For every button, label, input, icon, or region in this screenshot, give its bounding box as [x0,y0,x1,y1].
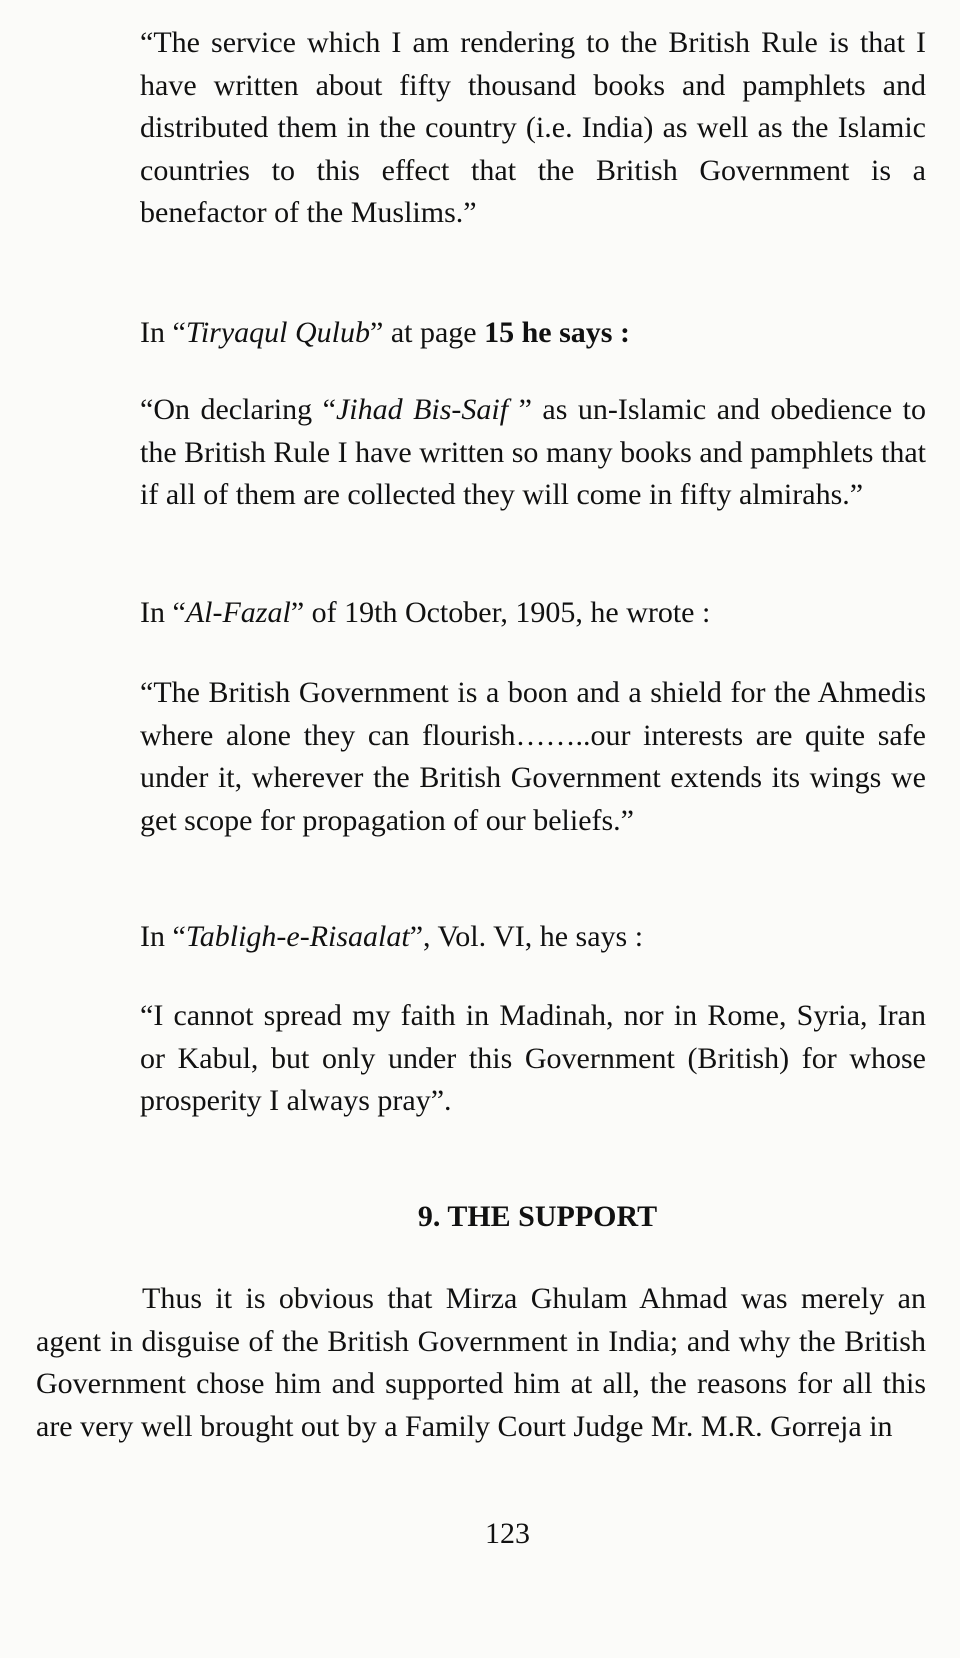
book-title-tiryaqul-qulub: Tiryaqul Qulub [185,316,371,349]
intro-tiryaqul-qulub-pre: In “ [140,316,186,349]
page-number: 123 [485,1517,530,1550]
intro-tabligh-post: ”, Vol. VI, he says : [409,920,644,953]
intro-tabligh-e-risaalat [140,916,926,959]
body-paragraph-support: Thus it is obvious that Mirza Ghulam Ahmad was merely an agent in disguise of the British Government in India; and why the British Government chose him and supported him at all, the reasons for all this are very well brought out by a Family Court Judge Mr. M.R. Gorreja in [36,1282,926,1443]
quote-boon-and-shield: “The British Government is a boon and a shield for the Ahmedis where alone they can flourish……..our interests are quite safe under it, wherever the British Government extends its wings we get scope for propagation of our beliefs.” [140,676,926,837]
intro-tiryaqul-qulub [140,312,926,355]
quote-spread-faith: “I cannot spread my faith in Madinah, nor in Rome, Syria, Iran or Kabul, but only under this Government (British) for whose prosperity I always pray”. [140,999,926,1117]
quote-service-to-british-rule: “The service which I am rendering to the British Rule is that I have written about fifty thousand books and pamphlets and distributed them in the country (i.e. India) as well as the Islamic countries to this effect that the British Government is a benefactor of the Muslims.” [140,26,926,229]
intro-al-fazal-pre: In “ [140,596,186,629]
book-title-tabligh-e-risaalat: Tabligh-e-Risaalat [185,920,410,953]
intro-al-fazal [140,592,926,635]
quote-jihad-pre: “On declaring “ [140,393,336,426]
term-jihad-bis-saif: Jihad Bis-Saif [335,393,509,426]
section-heading: 9. THE SUPPORT [417,1200,658,1233]
quote-jihad-post: ” as un-Islamic and obedience to the British Rule I have written so many books and pamphlets that if all of them are collected they will come in fifty almirahs.” [140,393,927,511]
quote-jihad-bis-saif [140,389,926,517]
intro-tiryaqul-qulub-post: 15 he says : [484,316,630,349]
intro-tabligh-pre: In “ [140,920,186,953]
intro-tiryaqul-qulub-mid: ” at page [370,316,485,349]
newspaper-title-al-fazal: Al-Fazal [185,596,291,629]
intro-al-fazal-post: ” of 19th October, 1905, he wrote : [290,596,711,629]
